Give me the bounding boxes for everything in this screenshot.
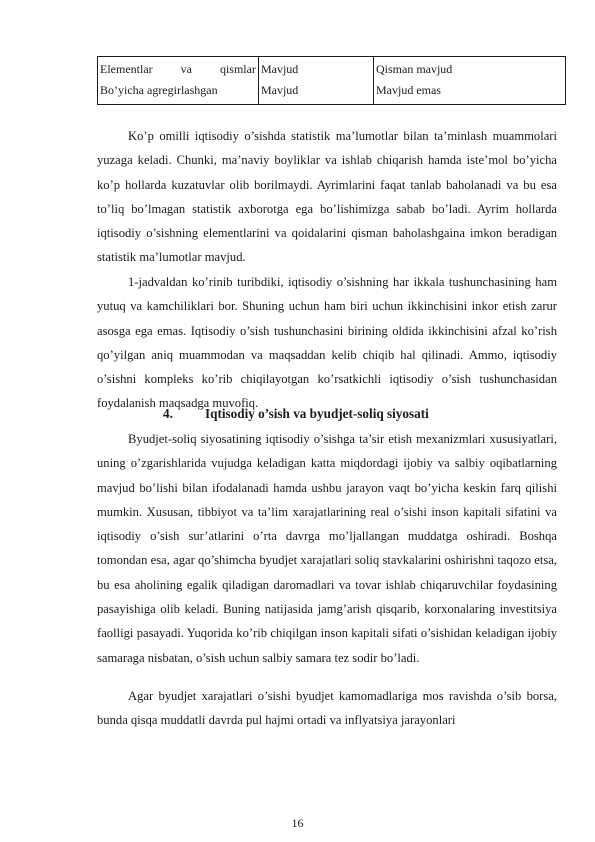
table-cell <box>98 57 259 105</box>
table-cell-line <box>100 59 256 80</box>
comparison-table <box>97 56 566 105</box>
table-cell-word: qismlar <box>219 62 256 76</box>
paragraph-table-conclusion: 1-jadvaldan ko’rinib turibdiki, iqtisodiy o’sishning har ikkala tushunchasining ham yutuq va kamchiliklari bor. Shuning uchun ham biri uchun ikkinchisini inkor etish zarur asosga ega emas. Iqtisodiy o’sish tushunchasini birining oldida ikkinchisini afzal ko’rish qo’yilgan aniq muammodan va maqsaddan kelib chiqib hal qilinadi. Ammo, iqtisodiy o’sishni kompleks ko’rib chiqilayotgan ko’rsatkichli iqtisodiy o’sish tushunchasidan foydalanish maqsadga muvofiq. <box>97 275 557 411</box>
page-number: 16 <box>291 816 304 830</box>
table-cell-word: va <box>180 62 192 76</box>
table-cell-line: Qisman mavjud <box>375 62 453 76</box>
table-cell <box>258 57 373 105</box>
table-row <box>98 57 566 105</box>
table-cell-line: Mavjud <box>260 62 299 76</box>
paragraph-fiscal-policy: Byudjet-soliq siyosatining iqtisodiy o’sishga ta’sir etish mexanizmlari xususiyatlari, uning o’zgarishlarida vujudga keladigan katta miqdordagi ijobiy va salbiy oqibatlarning mavjud bo’lishi bilan ifodalanadi hamda ushbu jarayon vaqt bo’yicha keskin farq qilishi mumkin. Xususan, tibbiyot va ta’lim xarajatlarining real o’sishi inson kapitali sifatini va iqtisodiy o’sish sur’atlarini o’rta davrga mo’ljallangan muddatga oshiradi. Boshqa tomondan esa, agar qo’shimcha byudjet xarajatlari soliq stavkalarini oshirishni taqozo etsa, bu esa aholining egalik qiladigan daromadlari va tovar ishlab chiqaruvchilar foydasining pasayishiga olib keladi. Buning natijasida jamg’arish qisqarib, korxonalaring investitsiya faolligi pasayadi. Yuqorida ko’rib chiqilgan inson kapitali sifati o’sishidan keladigan ijobiy samaraga nisbatan, o’sish uchun salbiy samara tez sodir bo’ladi. <box>97 432 557 665</box>
section-title: Iqtisodiy o’sish va byudjet-soliq siyosati <box>205 406 429 421</box>
table-cell-word: Elementlar <box>100 62 153 76</box>
paragraph-budget-deficit: Agar byudjet xarajatlari o’sishi byudjet kamomadlariga mos ravishda o’sib borsa, bunda qisqa muddatli davrda pul hajmi ortadi va inflyatsiya jarayonlari <box>97 689 557 728</box>
table-cell <box>373 57 565 105</box>
section-number: 4. <box>163 406 173 421</box>
paragraph-data-issues: Ko’p omilli iqtisodiy o’sishda statistik ma’lumotlar bilan ta’minlash muammolari yuzaga keladi. Chunki, ma’naviy boyliklar va ishlab chiqarish hamda iste’mol bo’yicha ko’p hollarda kuzatuvlar olib borilmaydi. Ayrimlarini faqat tanlab baholanadi va bu esa to’liq bo’lmagan statistik axborotga ega bo’lishimizga sabab bo’ladi. Ayrim hollarda iqtisodiy o’sishning elementlarini va qoidalarini qisman baholashgaina imkon beradigan statistik ma’lumotlar mavjud. <box>97 129 557 265</box>
section-heading <box>97 403 557 425</box>
table-cell-line: Bo’yicha agregirlashgan <box>100 83 218 97</box>
table-cell-line: Mavjud emas <box>375 83 441 97</box>
table-cell-line: Mavjud <box>260 83 299 97</box>
